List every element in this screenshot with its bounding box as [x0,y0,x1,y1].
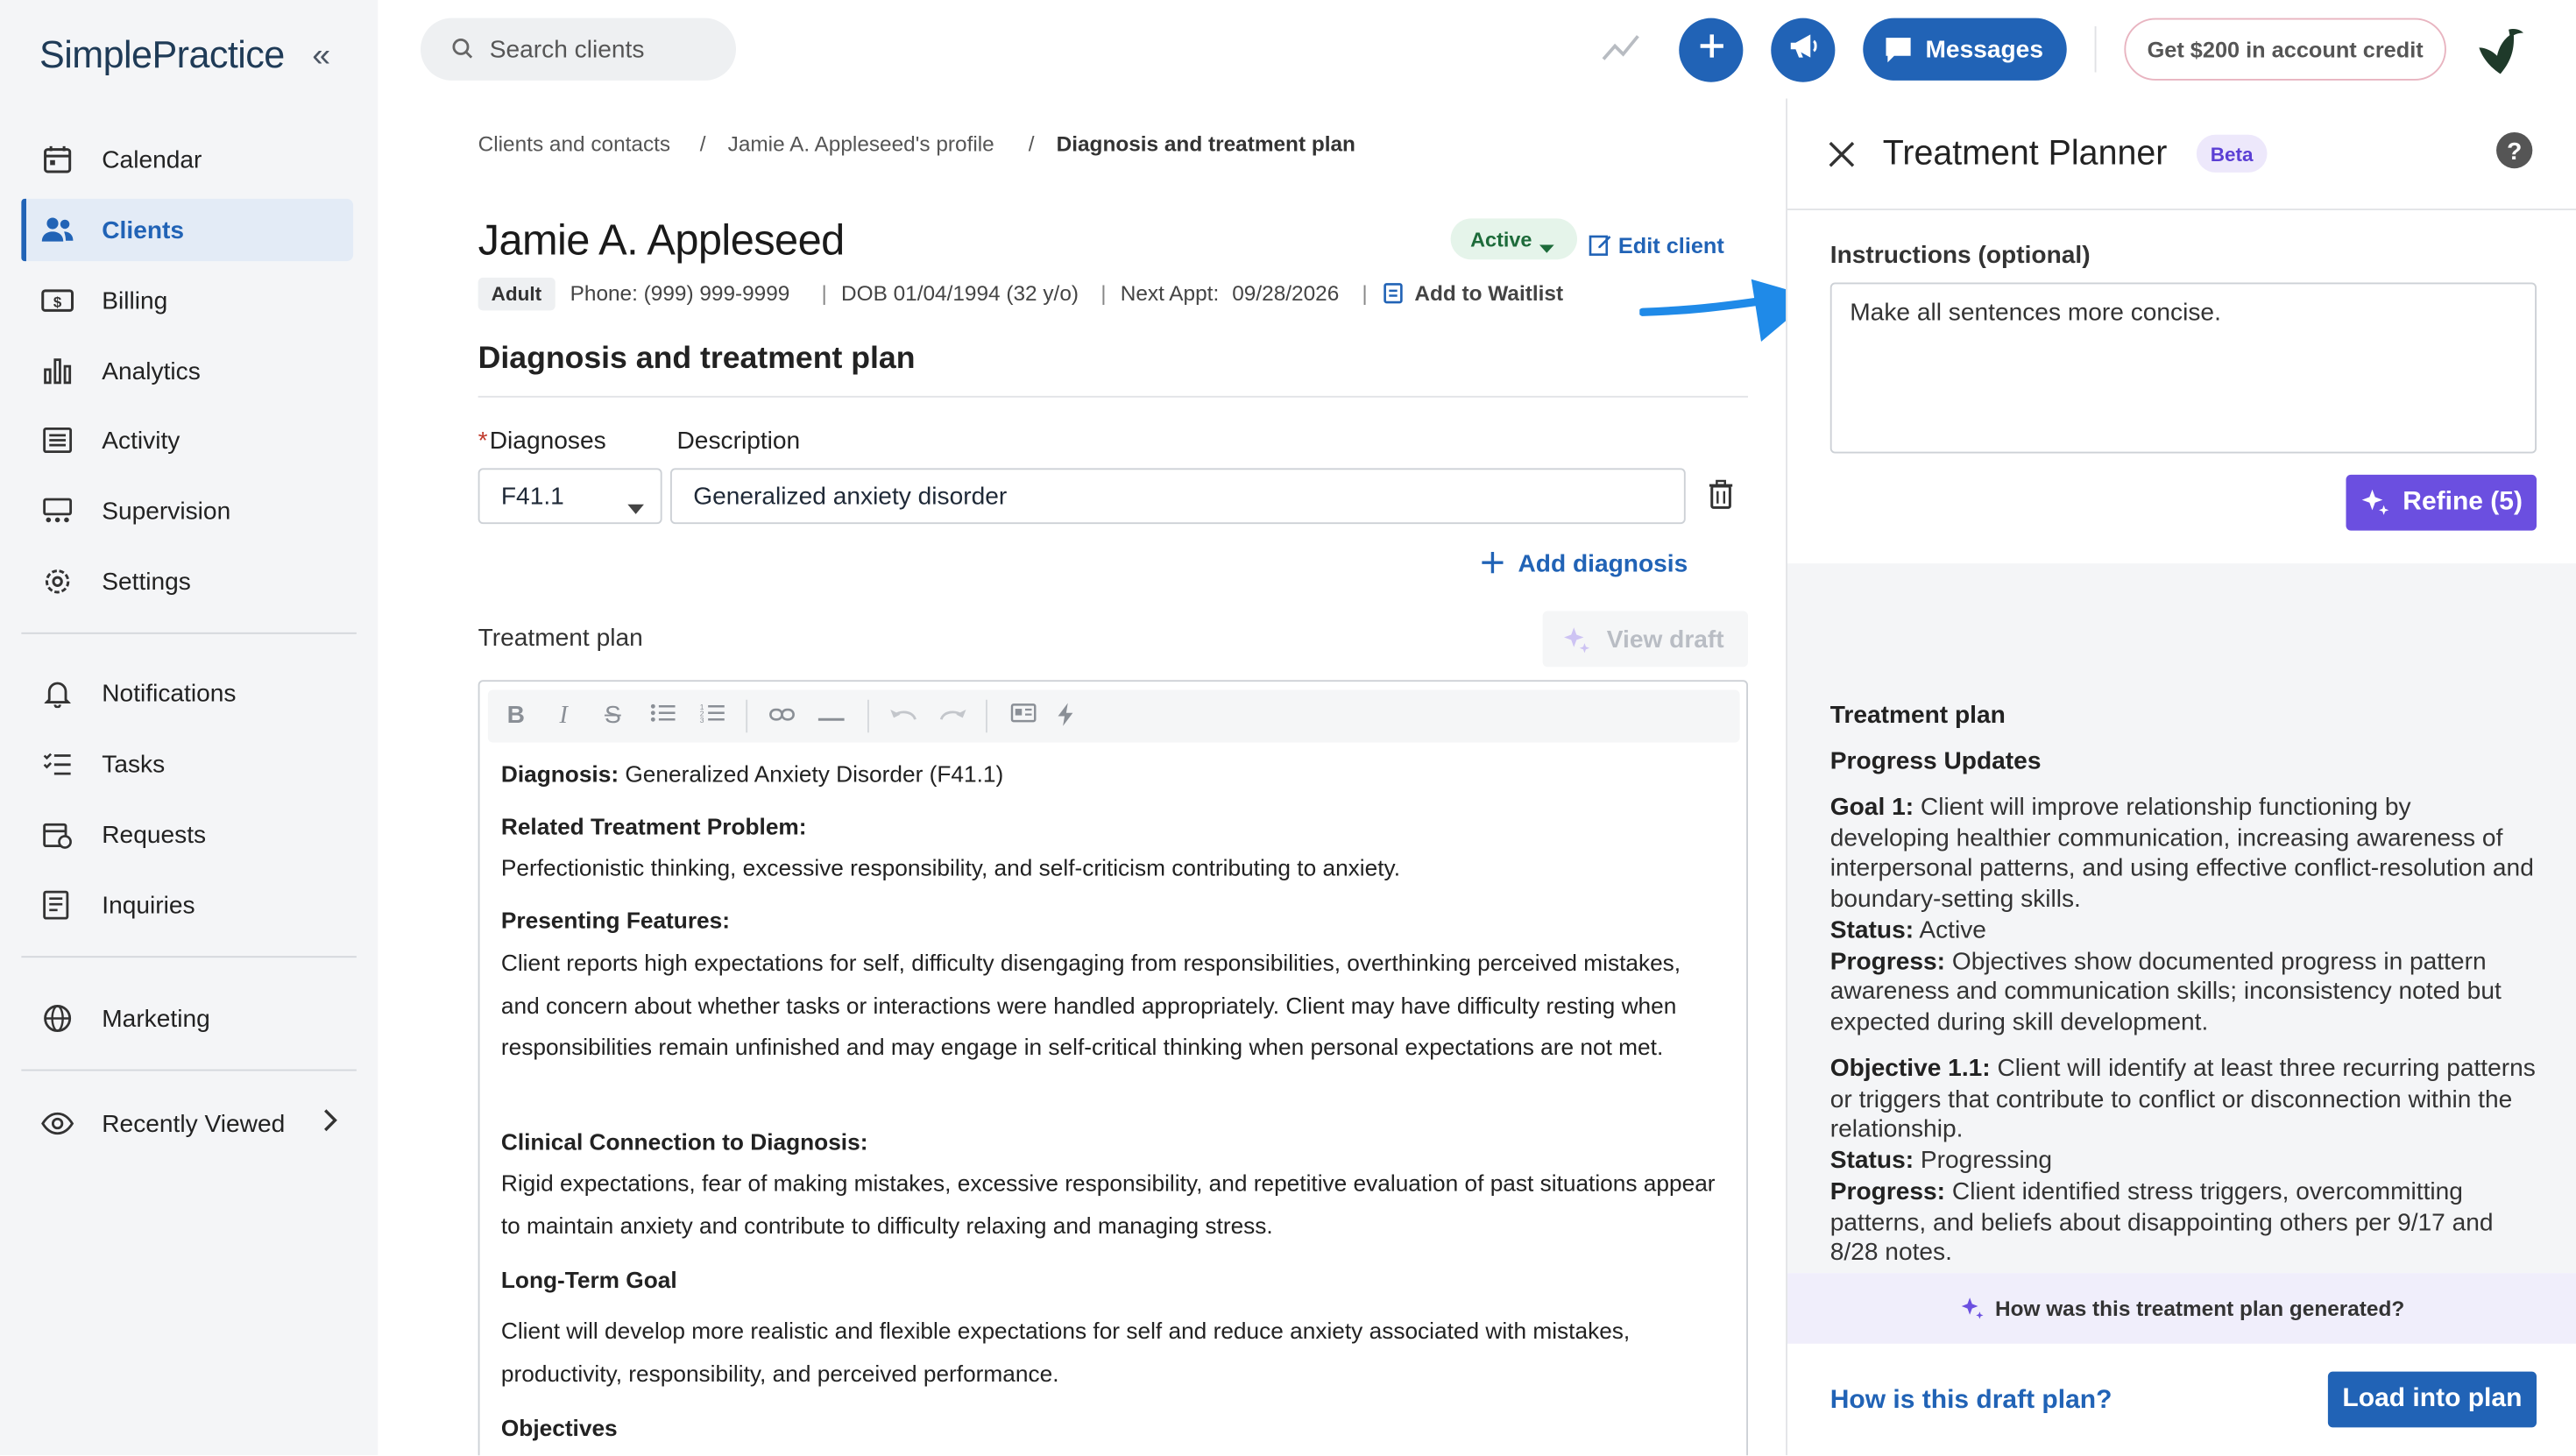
breadcrumb-separator: / [699,131,706,157]
sidebar-item-label: Clients [102,216,185,244]
svg-text:3: 3 [698,716,704,723]
toolbar-separator [746,700,747,733]
objective-1-1: Objective 1.1: Client will identify at least three recurring patterns or triggers that contribute to conflict or disconnection within the relationship. Status: Progressing Progress: Client identified stress triggers, overcommitting patterns, and beliefs about disappointing others per 9/17 and 8/28 notes. [1829,1054,2536,1268]
sidebar-item-requests[interactable] [21,803,353,866]
sidebar-item-calendar[interactable] [21,128,353,190]
close-icon[interactable] [1829,141,1855,175]
edit-client-link[interactable]: Edit client [1617,233,1724,258]
plan-paragraph: Rigid expectations, fear of making mistakes, excessive responsibility, and repetitive evaluation of past situations appear to maintain anxiety and contribute to difficulty relaxing and managing stress. [500,1170,1716,1238]
plan-heading: Related Treatment Problem: [500,813,807,840]
goal-1: Goal 1: Client will improve relationship functioning by developing healthier communication, increasing awareness of interpersonal patterns, and using effective conflict-resolution and boundary-setting skills. Status: Active Progress: Objectives show documented progress in pattern awareness and communication skills; inconsistency noted but expected during skill development. [1829,793,2534,1036]
plus-icon [1482,552,1503,582]
billing-icon [41,284,74,317]
search-placeholder: Search clients [489,36,645,65]
sidebar-item-notifications[interactable] [21,662,353,724]
plan-heading: Treatment plan [1829,701,2006,730]
add-to-waitlist-link[interactable]: Add to Waitlist [1414,280,1564,306]
search-icon [452,38,473,67]
svg-text:1: 1 [698,703,704,711]
sidebar-item-label: Tasks [102,749,166,778]
sidebar-item-label: Requests [102,820,207,849]
trend-icon[interactable] [1602,33,1641,71]
sparkle-icon [1562,626,1590,661]
sidebar [0,0,378,1455]
next-appt-link[interactable]: 09/28/2026 [1232,280,1340,306]
bold-icon[interactable]: B [506,701,525,730]
sidebar-item-marketing[interactable] [21,987,353,1050]
plan-paragraph: Client will develop more realistic and flexible expectations for self and reduce anxiety associated with mistakes, productivity, responsibility, and perceived performance. [500,1317,1631,1386]
svg-text:2: 2 [698,709,704,718]
section-divider [478,396,1748,398]
plan-subheading: Progress Updates [1829,747,2042,775]
beta-badge: Beta [2197,135,2268,173]
horizontal-rule-icon[interactable] [818,703,845,730]
diagnosis-description-field[interactable]: Generalized anxiety disorder [670,468,1686,524]
analytics-icon [41,355,74,388]
plan-heading: Objectives [500,1414,618,1441]
diagnoses-label: Diagnoses [489,427,606,456]
messages-label: Messages [1925,36,2043,65]
plan-heading: Long-Term Goal [500,1266,677,1293]
view-draft-button[interactable] [1543,611,1748,668]
bullet-list-icon[interactable] [649,703,676,730]
diagnosis-code-select[interactable] [478,468,662,524]
globe-icon [41,1002,74,1035]
refine-label: Refine (5) [2403,487,2523,516]
italic-icon[interactable]: I [559,703,568,730]
sidebar-item-analytics[interactable] [21,340,353,402]
treatment-plan-label: Treatment plan [478,624,643,653]
meta-separator: | [1362,280,1368,306]
undo-icon[interactable] [888,703,915,730]
toolbar-separator [986,700,987,733]
plan-diagnosis-line: Diagnosis: Generalized Anxiety Disorder (F41.1) [500,760,1004,788]
collapse-sidebar-icon[interactable]: « [312,38,331,74]
plan-paragraph: Perfectionistic thinking, excessive responsibility, and self-criticism contributing to anxiety. [500,854,1400,880]
plan-heading: Clinical Connection to Diagnosis: [500,1128,868,1156]
sidebar-item-billing[interactable] [21,270,353,332]
sidebar-item-label: Notifications [102,679,237,708]
sidebar-divider [21,633,357,634]
activity-icon [41,424,74,457]
sidebar-item-label: Activity [102,426,180,455]
supervision-icon [41,494,74,527]
avatar[interactable] [2473,21,2529,85]
numbered-list-icon[interactable] [698,703,725,730]
plus-icon [1696,32,1726,69]
generated-plan-content [1787,563,2576,1273]
how-generated-link[interactable] [1787,1273,2576,1344]
description-label: Description [676,427,801,456]
chevron-right-icon [322,1107,339,1141]
sidebar-item-settings[interactable] [21,550,353,612]
account-credit-button[interactable]: Get $200 in account credit [2124,18,2446,81]
search-input[interactable] [421,18,736,81]
breadcrumb-current: Diagnosis and treatment plan [1056,131,1355,157]
toolbar-separator [867,700,869,733]
breadcrumb-item[interactable]: Clients and contacts [478,131,671,157]
sidebar-divider [21,1070,357,1071]
card-icon[interactable] [1010,703,1037,730]
sidebar-item-label: Supervision [102,497,231,526]
app-logo[interactable]: SimplePractice [39,32,285,76]
sidebar-item-label: Settings [102,567,191,596]
add-diagnosis-button[interactable]: Add diagnosis [1518,550,1688,578]
sparkle-icon [1961,1296,1985,1320]
sidebar-item-label: Inquiries [102,891,195,920]
sidebar-item-recently-viewed[interactable] [21,1092,353,1155]
breadcrumb-separator: / [1028,131,1035,157]
caret-down-icon [627,493,644,521]
edit-icon[interactable] [1589,233,1611,265]
add-button[interactable] [1679,18,1743,82]
help-icon[interactable] [2495,131,2533,178]
how-generated-label: How was this treatment plan generated? [1994,1296,2405,1321]
meta-separator: | [1100,280,1107,306]
instructions-label: Instructions (optional) [1829,241,2091,270]
plan-paragraph: Client reports high expectations for self, difficulty disengaging from responsibilities, overthinking perceived mistakes, and concern about whether tasks or interactions were handled appropriately. Client may have difficulty resting when responsibilities remain unfinished and may engage in self-critical thinking when personal expectations are not met. [500,949,1681,1060]
eye-icon [41,1107,74,1141]
topbar-divider [2095,26,2097,73]
sidebar-item-label: Recently Viewed [102,1109,286,1138]
waitlist-icon [1384,281,1405,313]
svg-text:?: ? [2507,137,2523,165]
next-appt-label: Next Appt: [1120,280,1220,306]
sidebar-item-label: Marketing [102,1004,210,1033]
breadcrumb-item[interactable]: Jamie A. Appleseed's profile [727,131,994,157]
lightning-icon[interactable] [1053,703,1079,730]
client-phone: Phone: (999) 999-9999 [570,280,790,306]
plan-heading: Presenting Features: [500,907,730,933]
tasks-icon [41,747,74,781]
status-dropdown[interactable] [1451,218,1577,259]
refine-button[interactable] [2346,475,2537,531]
gear-icon [41,565,74,598]
draft-feedback-link[interactable]: How is this draft plan? [1829,1386,2112,1415]
sidebar-item-inquiries[interactable] [21,874,353,937]
editor-toolbar [488,690,1740,743]
calendar-icon [41,143,74,176]
bell-icon [41,677,74,710]
chat-icon [1883,34,1914,70]
age-group-badge: Adult [478,278,555,311]
panel-title: Treatment Planner [1882,134,2168,173]
link-icon[interactable] [769,703,796,730]
sidebar-item-clients[interactable] [21,199,353,261]
view-draft-label: View draft [1606,626,1724,654]
sidebar-divider [21,956,357,958]
inquiries-icon [41,888,74,922]
announcements-button[interactable] [1771,18,1835,82]
trash-icon[interactable] [1709,480,1733,518]
treatment-planner-panel [1786,99,2576,1456]
meta-separator: | [821,280,827,306]
panel-header [1787,99,2576,211]
users-icon [41,214,74,247]
sparkle-icon [2360,488,2390,518]
sidebar-item-activity[interactable] [21,409,353,471]
client-name: Jamie A. Appleseed [478,215,845,265]
strikethrough-icon[interactable]: S [604,701,621,730]
megaphone-icon [1787,32,1820,69]
svg-text:$: $ [53,293,62,311]
requests-icon [41,818,74,852]
sidebar-item-label: Calendar [102,145,202,173]
messages-button[interactable] [1863,18,2067,81]
client-dob: DOB 01/04/1994 (32 y/o) [841,280,1079,306]
diagnosis-code-value: F41.1 [500,483,564,512]
status-label: Active [1470,227,1532,251]
redo-icon[interactable] [938,703,965,730]
sidebar-item-label: Billing [102,286,168,315]
caret-down-icon [1539,235,1554,258]
required-mark: * [478,427,488,456]
instructions-field[interactable]: Make all sentences more concise. [1830,283,2537,454]
sidebar-item-label: Analytics [102,357,201,385]
section-title: Diagnosis and treatment plan [478,342,916,377]
sidebar-item-tasks[interactable] [21,732,353,795]
sidebar-item-supervision[interactable] [21,480,353,542]
load-into-plan-button[interactable]: Load into plan [2328,1372,2537,1428]
